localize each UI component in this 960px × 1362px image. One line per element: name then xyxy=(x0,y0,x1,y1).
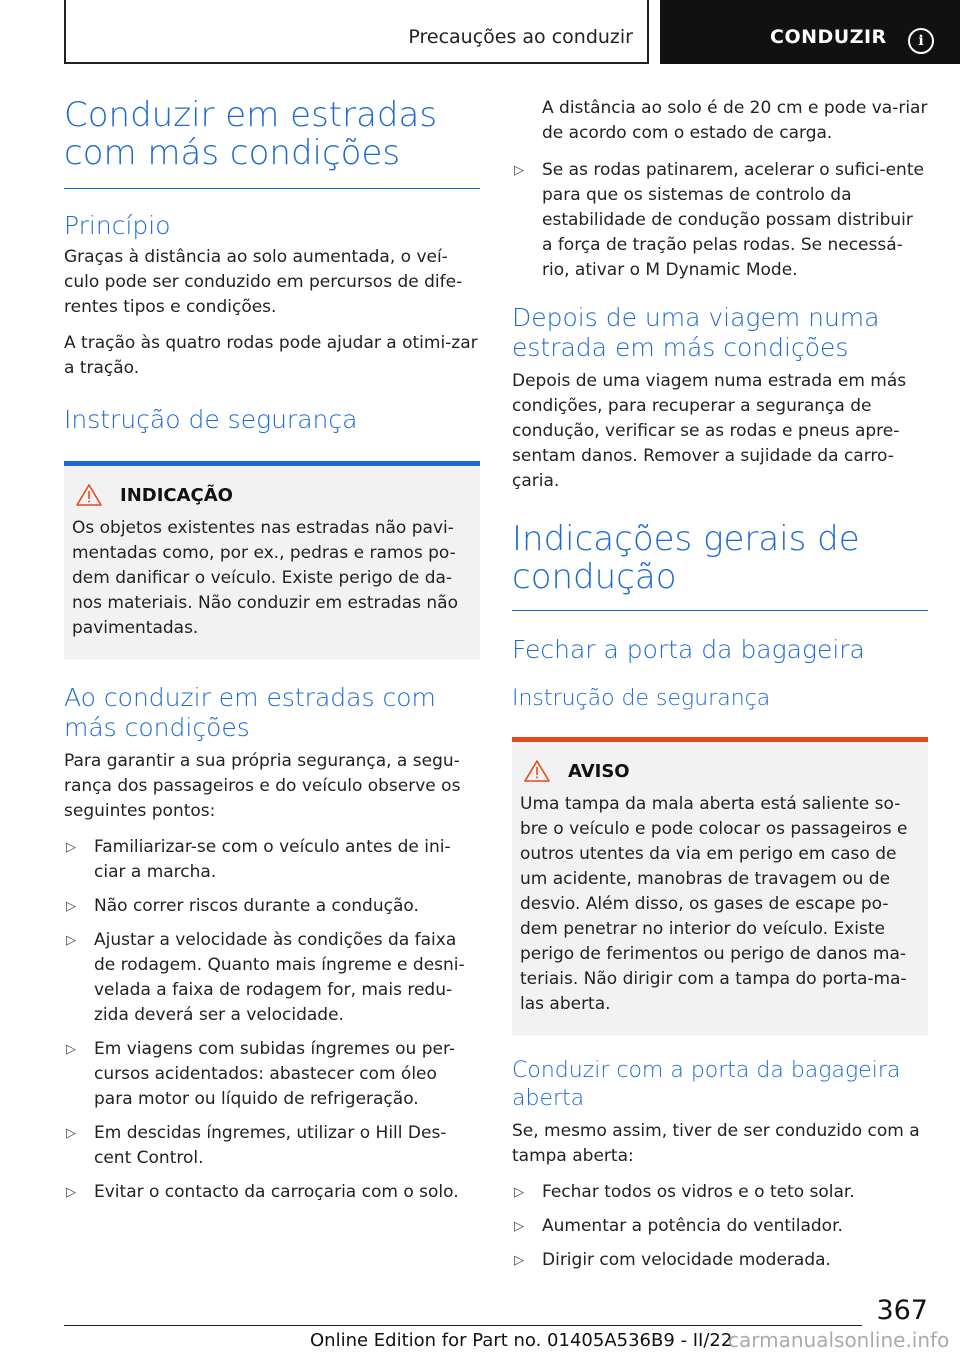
bullet-icon: ▷ xyxy=(514,1253,524,1268)
continued-text: A distância ao solo é de 20 cm e pode va-riar de acordo com o estado de carga. xyxy=(542,98,928,143)
driving-list xyxy=(64,835,480,1205)
page-number: 367 xyxy=(876,1295,928,1326)
notice-title: INDICAÇÃO xyxy=(120,484,233,506)
general-rule xyxy=(512,610,928,611)
right-column xyxy=(512,96,928,1282)
header-chapter-title: CONDUZIR xyxy=(770,26,887,48)
watermark: carmanualsonline.info xyxy=(728,1328,950,1352)
header-chapter-tab xyxy=(660,0,960,64)
bullet-icon: ▷ xyxy=(66,1185,76,1200)
bullet-icon: ▷ xyxy=(66,899,76,914)
warning-box xyxy=(512,737,928,1035)
list-item: ▷ Aumentar a potência do ventilador. xyxy=(512,1214,928,1239)
list-item: ▷ Evitar o contacto da carroçaria com o solo. xyxy=(64,1180,480,1205)
general-title: Indicações gerais de condução xyxy=(512,519,860,597)
section-title: Conduzir em estradas com más condições xyxy=(64,95,438,173)
after-heading: Depois de uma viagem numa estrada em más condições xyxy=(512,303,880,362)
trunk-safety-heading: Instrução de segurança xyxy=(512,686,771,711)
list-item: ▷ Dirigir com velocidade moderada. xyxy=(512,1248,928,1273)
warning-triangle-icon xyxy=(524,760,550,782)
principle-heading: Princípio xyxy=(64,211,171,240)
warning-triangle-icon xyxy=(76,484,102,506)
after-text: Depois de uma viagem numa estrada em más condições, para recuperar a segurança de condução, verificar se as rodas e pneus apre-sentam danos. Remover a sujidade da carro-çaria. xyxy=(512,371,907,491)
bullet-icon: ▷ xyxy=(514,1185,524,1200)
title-rule xyxy=(64,188,480,189)
bullet-icon: ▷ xyxy=(514,1219,524,1234)
header-section-tab xyxy=(64,0,649,64)
open-list xyxy=(512,1180,928,1273)
warning-title: AVISO xyxy=(568,760,630,782)
footer-rule xyxy=(64,1325,862,1326)
notice-header xyxy=(72,484,472,506)
list-item: ▷ Ajustar a velocidade às condições da faixa de rodagem. Quanto mais íngreme e desni-velada a faixa de rodagem for, mais redu-zida deverá ser a velocidade. xyxy=(66,930,465,1025)
safety-heading: Instrução de segurança xyxy=(64,405,358,434)
bullet-icon: ▷ xyxy=(66,840,76,855)
driving-heading: Ao conduzir em estradas com más condições xyxy=(64,683,436,742)
principle-paragraph-1: Graças à distância ao solo aumentada, o veí-culo pode ser conduzido em percursos de dife-rentes tipos e condições. xyxy=(64,247,463,317)
info-icon: i xyxy=(908,28,934,54)
open-heading: Conduzir com a porta da bagageira aberta xyxy=(512,1058,901,1111)
warning-header xyxy=(520,760,920,782)
trunk-heading: Fechar a porta da bagageira xyxy=(512,635,865,664)
list-item: ▷ Se as rodas patinarem, acelerar o sufici-ente para que os sistemas de controlo da estabilidade de condução possam distribuir a força de tração pelas rodas. Se necessá-rio, ativar o M Dynamic Mode. xyxy=(514,160,924,280)
bullet-icon: ▷ xyxy=(66,933,76,948)
principle-paragraph-2: A tração às quatro rodas pode ajudar a otimi-zar a tração. xyxy=(64,333,478,378)
open-intro: Se, mesmo assim, tiver de ser conduzido com a tampa aberta: xyxy=(512,1121,920,1166)
list-item: ▷ Em descidas íngremes, utilizar o Hill Des-cent Control. xyxy=(66,1123,447,1168)
footer-edition: Online Edition for Part no. 01405A536B9 - II/22 xyxy=(310,1330,733,1351)
continued-list xyxy=(512,158,928,283)
header-section-title: Precauções ao conduzir xyxy=(408,26,633,48)
notice-text: Os objetos existentes nas estradas não pavi-mentadas como, por ex., pedras e ramos po-dem danificar o veículo. Existe perigo de da-nos materiais. Não conduzir em estradas não pavimentadas. xyxy=(72,518,458,638)
list-item: ▷ Fechar todos os vidros e o teto solar. xyxy=(512,1180,928,1205)
left-column xyxy=(64,96,480,1214)
bullet-icon: ▷ xyxy=(66,1042,76,1057)
list-item: ▷ Familiarizar-se com o veículo antes de ini-ciar a marcha. xyxy=(66,837,451,882)
list-item: ▷ Não correr riscos durante a condução. xyxy=(64,894,480,919)
bullet-icon: ▷ xyxy=(514,163,524,178)
driving-intro: Para garantir a sua própria segurança, a segu-rança dos passageiros e do veículo observe os seguintes pontos: xyxy=(64,751,461,821)
notice-box xyxy=(64,461,480,659)
warning-text: Uma tampa da mala aberta está saliente so-bre o veículo e pode colocar os passageiros e outros utentes da via em perigo em caso de um acidente, manobras de travagem ou de desvio. Além disso, os gases de escape po-dem penetrar no interior do veículo. Existe perigo de ferimentos ou perigo de danos ma-teriais. Não dirigir com a tampa do porta-ma-las aberta. xyxy=(520,794,908,1014)
list-item: ▷ Em viagens com subidas íngremes ou per-cursos acidentados: abastecer com óleo para motor ou líquido de refrigeração. xyxy=(66,1039,456,1109)
bullet-icon: ▷ xyxy=(66,1126,76,1141)
